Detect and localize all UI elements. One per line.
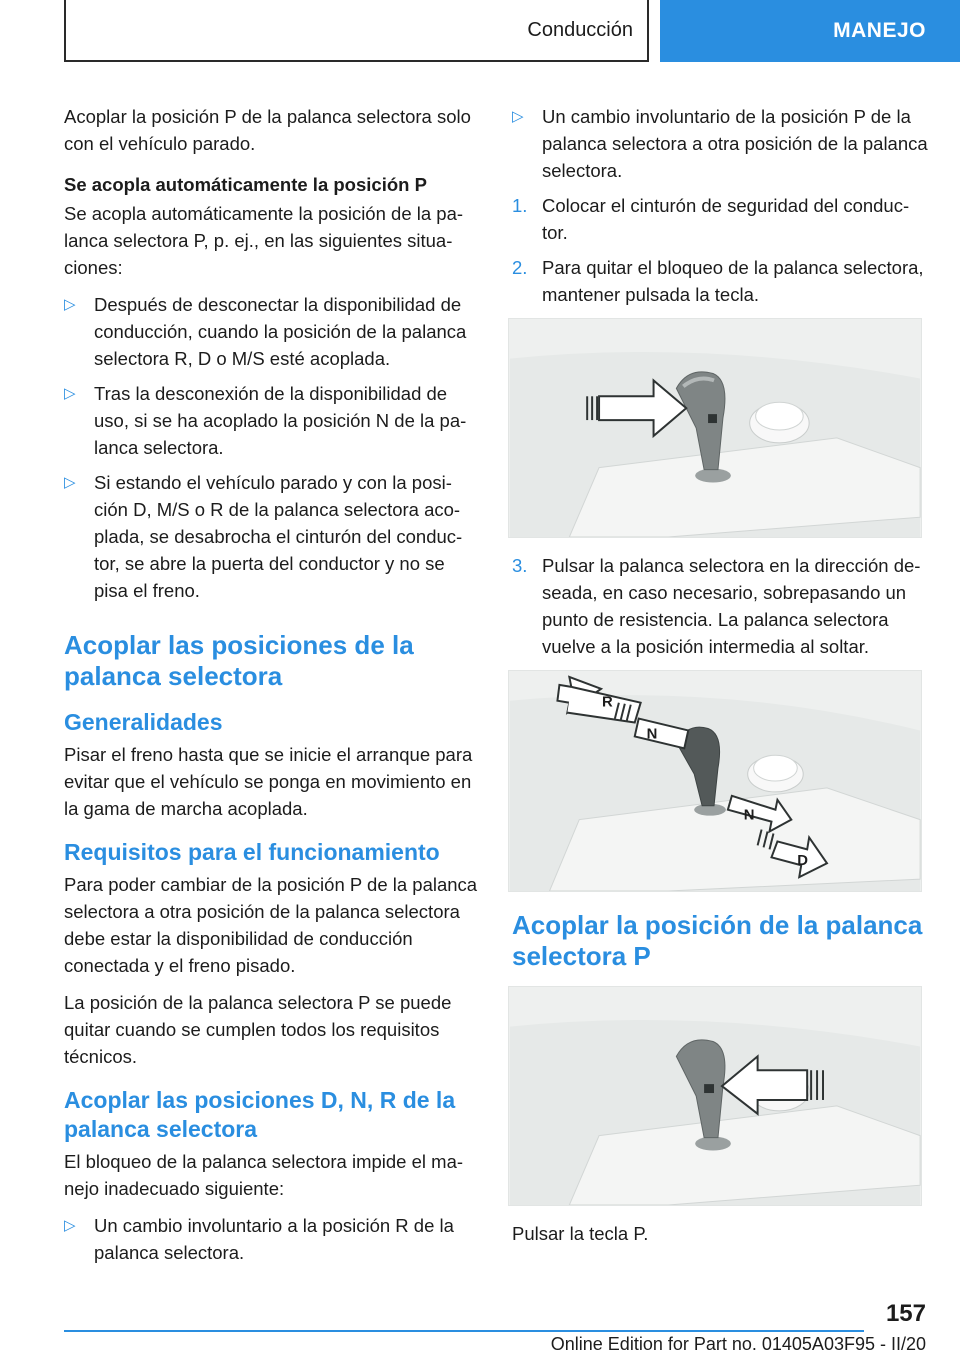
list-item: ▷ Si estando el vehículo parado y con la posición D, M/S o R de la palanca selectora acoplada, se desabrocha el cinturón del conductor, se abre la puerta del conductor y no se pisa el freno.	[64, 469, 478, 604]
figure-lever-directions	[508, 670, 922, 892]
header-chapter-tab	[660, 0, 960, 62]
triangle-right-icon: ▷	[64, 1217, 76, 1234]
heading-engage-p: Acoplar la posición de la palanca selectora P	[512, 910, 923, 971]
list-item: ▷ Un cambio involuntario a la posición R de la palanca selectora.	[64, 1212, 478, 1266]
dnr-list-continued	[512, 103, 928, 184]
heading-general: Generalidades	[64, 709, 223, 735]
list-item: ▷ Después de desconectar la disponibilidad de conducción, cuando la posición de la palanca selectora R, D o M/S esté acoplada.	[64, 291, 478, 372]
p-button-caption: Pulsar la tecla P.	[512, 1223, 649, 1244]
list-item: ▷ Un cambio involuntario de la posición P de la palanca selectora a otra posición de la palanca selectora.	[512, 103, 928, 184]
right-column	[512, 103, 928, 1257]
page-number: 157	[885, 1300, 926, 1327]
heading-dnr: Acoplar las posiciones D, N, R de la palanca selectora	[64, 1087, 456, 1142]
step-item: 1. Colocar el cinturón de seguridad del conductor.	[512, 195, 910, 243]
footer-edition: Online Edition for Part no. 01405A03F95 - II/20	[550, 1334, 926, 1354]
dnr-list	[64, 1212, 478, 1266]
label-n-down: N	[743, 807, 755, 824]
triangle-right-icon: ▷	[64, 385, 76, 402]
step-item: 3. Pulsar la palanca selectora en la dirección deseada, en caso necesario, sobrepasando un punto de resistencia. La palanca selectora vuelve a la posición intermedia al soltar.	[512, 555, 921, 657]
dnr-paragraph: El bloqueo de la palanca selectora impide el manejo inadecuado siguiente:	[64, 1151, 464, 1199]
auto-park-list	[64, 291, 478, 604]
intro-paragraph: Acoplar la posición P de la palanca selectora solo con el vehículo parado.	[64, 106, 471, 154]
header-section-title: Conducción	[527, 18, 633, 41]
triangle-right-icon: ▷	[64, 474, 76, 491]
auto-park-paragraph: Se acopla automáticamente la posición de la palanca selectora P, p. ej., en las siguientes situaciones:	[64, 203, 464, 278]
figure-lever-unlock-button	[508, 318, 922, 538]
heading-engage-positions: Acoplar las posiciones de la palanca selectora	[64, 630, 414, 691]
label-n-up: N	[646, 726, 658, 743]
triangle-right-icon: ▷	[512, 108, 524, 125]
heading-auto-park: Se acopla automáticamente la posición P	[64, 174, 427, 195]
label-d: D	[797, 853, 808, 870]
step-item: 2. Para quitar el bloqueo de la palanca selectora, mantener pulsada la tecla.	[512, 257, 924, 305]
heading-requirements: Requisitos para el funcionamiento	[64, 839, 440, 865]
list-item: ▷ Tras la desconexión de la disponibilidad de uso, si se ha acoplado la posición N de la palanca selectora.	[64, 380, 478, 461]
left-column	[64, 103, 478, 1274]
general-paragraph: Pisar el freno hasta que se inicie el arranque para evitar que el vehículo se ponga en movimiento en la gama de marcha acoplada.	[64, 744, 473, 819]
steps-list	[512, 192, 928, 308]
header-chapter-title: MANEJO	[833, 19, 926, 42]
header-section-tab	[64, 0, 649, 62]
label-r: R	[602, 694, 613, 711]
triangle-right-icon: ▷	[64, 296, 76, 313]
footer-divider	[64, 1330, 864, 1332]
requirements-paragraph-1: Para poder cambiar de la posición P de la palanca selectora a otra posición de la palanca selectora debe estar la disponibilidad de conducción conectada y el freno pisado.	[64, 874, 478, 976]
steps-list-2	[512, 552, 928, 660]
figure-lever-p-button	[508, 986, 922, 1206]
requirements-paragraph-2: La posición de la palanca selectora P se puede quitar cuando se cumplen todos los requisitos técnicos.	[64, 992, 452, 1067]
